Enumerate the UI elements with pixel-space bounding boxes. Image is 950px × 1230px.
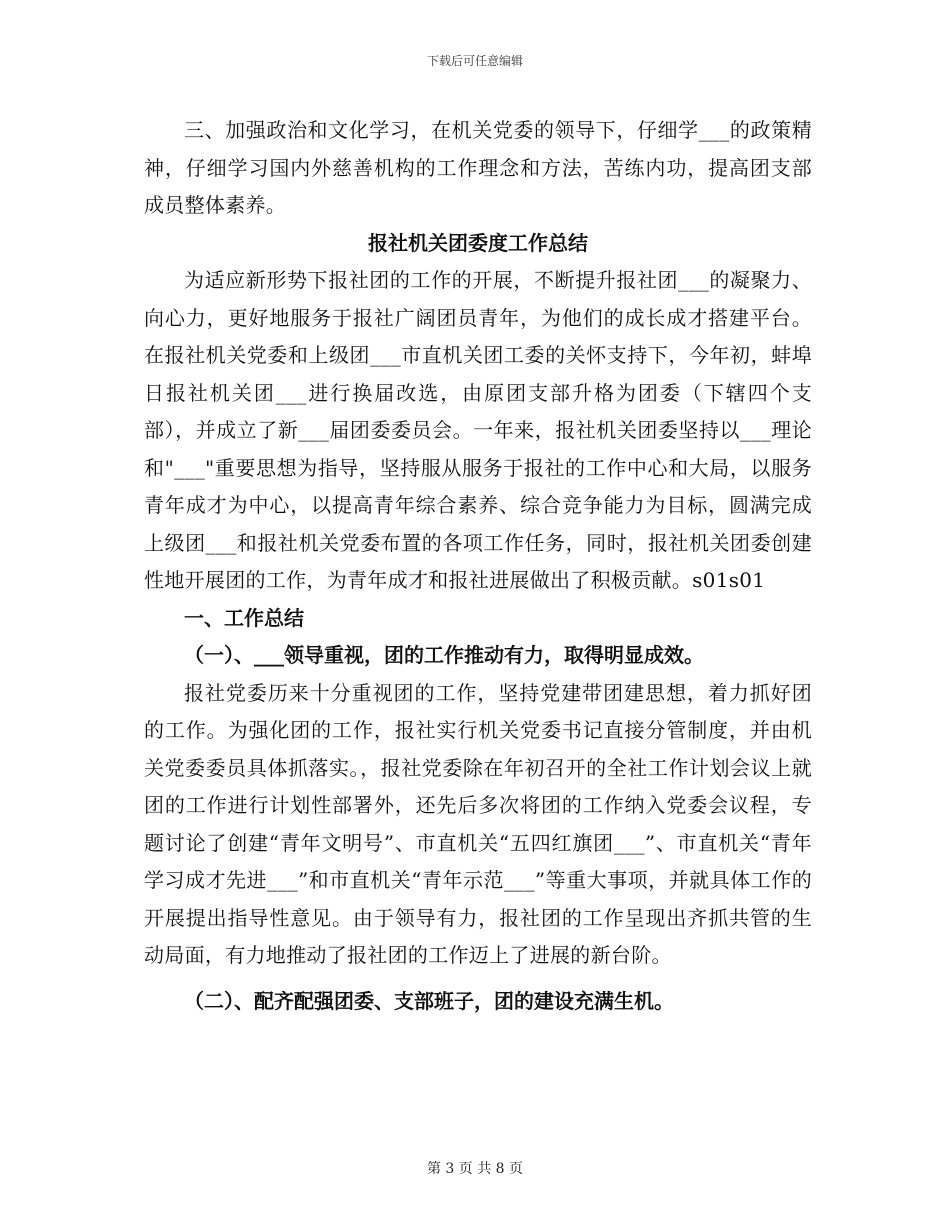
paragraph-study: 三、加强政治和文化学习，在机关党委的领导下，仔细学___的政策精神，仔细学习国内外慈善机构的工作理念和方法，苦练内功，提高团支部成员整体素养。 (144, 118, 812, 217)
page-number: 第 3 页 共 8 页 (426, 1161, 524, 1177)
subsection-heading-team: （二）、配齐配强团委、支部班子，团的建设充满生机。 (184, 988, 674, 1013)
header-note: 下载后可任意编辑 (426, 54, 523, 68)
document-title: 报社机关团委度工作总结 (368, 230, 588, 255)
spacer (144, 975, 812, 983)
paragraph-intro: 为适应新形势下报社团的工作的开展，不断提升报社团___的凝聚力、向心力，更好地服务于报社广阔团员青年，为他们的成长成才搭建平台。在报社机关党委和上级团___市直机关团工委的关怀支持下，今年初，蚌埠日报社机关团___进行换届改选，由原团支部升格为团委（下辖四个支部），并成立了新___届团委委员会。一年来，报社机关团委坚持以___理论和"___"重要思想为指导，坚持服从服务于报社的工作中心和大局，以服务青年成才为中心，以提高青年综合素养、综合竞争能力为目标，圆满完成上级团___和报社机关党委布置的各项工作任务，同时，报社机关团委创建性地开展团的工作，为青年成才和报社进展做出了积极贡献。s01s01 (144, 268, 812, 592)
subsection-heading-leadership: （一）、___领导重视，团的工作推动有力，取得明显成效。 (184, 643, 704, 667)
paragraph-leadership: 报社党委历来十分重视团的工作，坚持党建带团建思想，着力抓好团的工作。为强化团的工作，报社实行机关党委书记直接分管制度，并由机关党委委员具体抓落实。，报社党委除在年初召开的全社工作计划会议上就团的工作进行计划性部署外，还先后多次将团的工作纳入党委会议程，专题讨论了创建“青年文明号”、市直机关“五四红旗团___”、市直机关“青年学习成才先进___”和市直机关“青年示范___”等重大事项，并就具体工作的开展提出指导性意见。由于领导有力，报社团的工作呈现出齐抓共管的生动局面，有力地推动了报社团的工作迈上了进展的新台阶。 (144, 680, 812, 967)
section-heading-summary: 一、工作总结 (184, 605, 304, 630)
document-body (144, 112, 812, 1020)
